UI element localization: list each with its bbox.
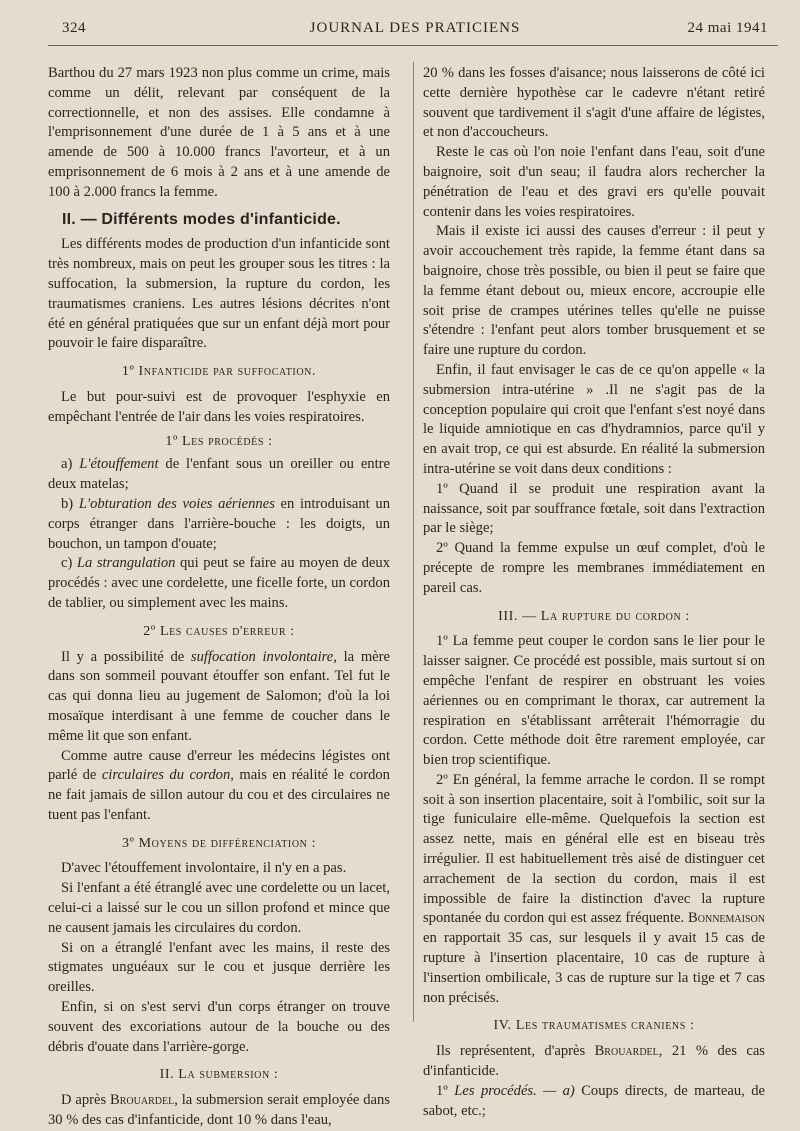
paragraph: 1º La femme peut couper le cordon sans le lier pour le laisser saigner. Ce procédé est possible, mais surtout si on empêche l'enfant de respirer en obstruant les voies aériennes ou en comprimant le thorax, car autrement la respiration en s'établissant arrêterait l'hémorragie du cordon. Cette méthode doit être rarement employée, car bien trop scientifique. bbox=[423, 633, 765, 769]
subsection-heading: 3º Moyens de différenciation : bbox=[121, 835, 317, 851]
section-heading: II. — Différents modes d'infanticide. bbox=[62, 210, 341, 228]
header-rule bbox=[48, 45, 778, 46]
paragraph: Comme autre cause d'erreur les médecins légistes ont parlé de circulaires du cordon, mais en réalité le cordon ne fait jamais de sillon autour du cou et des circulaires ne tuent pas l'enfant. bbox=[48, 747, 390, 823]
paragraph: Si on a étranglé l'enfant avec les mains, il reste des stigmates unguéaux sur le cou et jusque derrière les oreilles. bbox=[48, 939, 390, 996]
subsection-heading: 1º Infanticide par suffocation. bbox=[121, 364, 317, 380]
subsection-heading: IV. Les traumatismes craniens : bbox=[493, 1018, 695, 1034]
paragraph: Enfin, il faut envisager le cas de ce qu'on appelle « la submersion intra-utérine » .Il ne s'agit pas de la conception populaire qui croit que l'enfant s'est noyé dans le liquide amniotique en cas d'hydramnios, parce qu'il y en avait trop, ce qui est absurde. En réalité la submersion intra-utérine se voit dans deux conditions : bbox=[423, 361, 765, 477]
paragraph: D après Brouardel, la submersion serait employée dans 30 % des cas d'infanticide, dont 10 % dans l'eau, bbox=[48, 1092, 390, 1129]
paragraph: Ils représentent, d'après Brouardel, 21 % des cas d'infanticide. bbox=[423, 1043, 765, 1080]
paragraph: Mais il existe ici aussi des causes d'erreur : il peut y avoir accouchement très rapide, la femme étant dans sa baignoire, chose très possible, ou bien il peut se faire que la femme étant debout ou, mieux encore, accroupie elle soit prise de crampes utérines telles qu'elle ne puisse s'étendre : l'enfant peut alors tomber brusquement et se faire une rupture du cordon. bbox=[423, 223, 765, 359]
paragraph: Reste le cas où l'on noie l'enfant dans l'eau, soit d'une baignoire, soit d'un seau; il faudra alors rechercher la pénétration de l'eau et des gravi ers qu'elle pouvait contenir dans les voies respiratoires. bbox=[423, 144, 765, 220]
list-item: 1º Quand il se produit une respiration avant la naissance, soit par souffrance fœtale, soit dans l'extraction par le siège; bbox=[423, 480, 765, 537]
left-column bbox=[48, 64, 390, 1131]
journal-title: JOURNAL DES PRATICIENS bbox=[309, 20, 521, 36]
list-item: c) La strangulation qui peut se faire au moyen de deux procédés : avec une cordelette, une ficelle forte, un cordon de tablier, ou simplement avec les mains. bbox=[48, 555, 391, 611]
paragraph: Si l'enfant a été étranglé avec une cordelette ou un lacet, celui-ci a laissé sur le cou un sillon profond et mince que ne causent jamais les circulaires du cordon. bbox=[48, 880, 390, 936]
list-item: b) L'obturation des voies aériennes en introduisant un corps étranger dans l'arrière-bouche : les doigts, un bouchon, un tampon d'ouate; bbox=[48, 495, 390, 552]
paragraph: 20 % dans les fosses d'aisance; nous laisserons de côté ici cette dernière hypothèse car le cadevre n'étant retiré souvent que tardivement il s'agit d'une affaire de légistes, et non d'accoucheurs. bbox=[423, 65, 765, 141]
column-divider bbox=[413, 62, 414, 1022]
subsection-heading: 2º Les causes d'erreur : bbox=[143, 623, 295, 639]
page-header bbox=[62, 20, 768, 42]
paragraph: Enfin, si on s'est servi d'un corps étranger on trouve souvent des excoriations autour de la bouche ou des débris d'ouate dans l'arrière-gorge. bbox=[48, 999, 390, 1055]
subsection-heading: 1º Les procédés : bbox=[165, 433, 273, 449]
issue-date: 24 mai 1941 bbox=[687, 20, 768, 36]
paragraph: 1º Les procédés. — a) Coups directs, de marteau, de sabot, etc.; bbox=[423, 1082, 765, 1119]
list-item: a) L'étouffement de l'enfant sous un oreiller ou entre deux matelas; bbox=[48, 456, 390, 493]
right-column bbox=[423, 64, 765, 1121]
paragraph: 2º En général, la femme arrache le cordon. Il se rompt soit à son insertion placentaire, soit à l'ombilic, soit sur la tige funiculaire elle-même. Quelquefois la section est assez nette, mais en général elle est en biseau très irrégulier. Il est habituellement très aisé de distinguer cet arrachement de la section du cordon, mais il est impossible de faire la distinction d'avec la rupture spontanée du cordon qui est assez fréquente. Bonnemaison en rapportait 35 cas, sur lesquels il y avait 15 cas de rupture à l'insertion placentaire, 10 cas de rupture à l'insertion ombilicale, 3 cas de rupture sur la tige et 7 cas non précisés. bbox=[423, 771, 765, 1006]
subsection-heading: II. La submersion : bbox=[159, 1067, 279, 1083]
subsection-heading: III. — La rupture du cordon : bbox=[498, 608, 690, 624]
paragraph: D'avec l'étouffement involontaire, il n'y en a pas. bbox=[61, 860, 347, 877]
paragraph: Il y a possibilité de suffocation involontaire, la mère dans son sommeil pouvant étouffer son enfant. Tel fut le cas qui donna lieu au jugement de Salomon; d'où la loi mosaïque interdisant à une femme de coucher dans le même lit que son enfant. bbox=[48, 648, 390, 744]
paragraph: Barthou du 27 mars 1923 non plus comme un crime, mais comme un délit, relevant par conséquent de la correctionnelle, et non des assises. Elle condamne à l'emprisonnement d'une durée de 1 à 5 ans et à une amende de 500 à 10.000 francs l'avorteur, et à un emprisonnement de 6 mois à 2 ans et à une amende de 100 à 2.000 francs la femme. bbox=[48, 65, 390, 200]
paragraph: Les différents modes de production d'un infanticide sont très nombreux, mais on peut les grouper sous les titres : la suffocation, la submersion, la rupture du cordon, les traumatismes craniens. Les autres lésions décrites n'ont été en général pratiquées que sur un enfant déjà mort pour pouvoir le faire disparaître. bbox=[48, 236, 390, 352]
list-item: 2º Quand la femme expulse un œuf complet, d'où le précepte de rompre les membranes immédiatement en pareil cas. bbox=[423, 540, 765, 596]
paragraph: Le but pour-suivi est de provoquer l'esphyxie en empêchant l'entrée de l'air dans les voies respiratoires. bbox=[48, 388, 390, 425]
page-number: 324 bbox=[62, 20, 86, 36]
